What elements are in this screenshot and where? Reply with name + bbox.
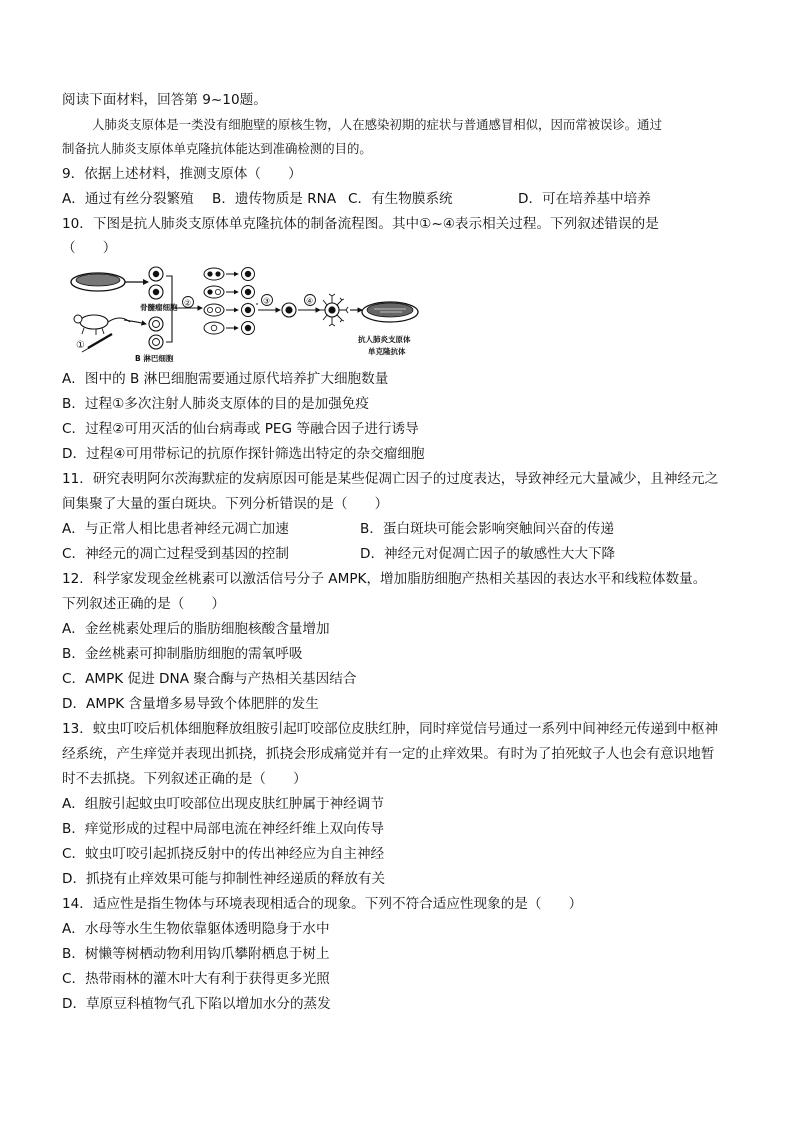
q13-stem-line-2: 经系统，产生痒觉并表现出抓挠，抓挠会形成痛觉并有一定的止痒效果。有时为了拍死蚊子人也会有意识地暂: [62, 746, 715, 762]
antibody-secreting-cell-icon: [318, 294, 348, 326]
q10-option-d: D．过程④可用带标记的抗原作探针筛选出特定的杂交瘤细胞: [62, 446, 425, 462]
q14-option-b: B．树懒等树栖动物利用钩爪攀附栖息于树上: [62, 946, 330, 962]
reading-intro: 阅读下面材料，回答第 9~10题。: [62, 92, 267, 108]
q12-stem-line-2: 下列叙述正确的是（ ）: [62, 596, 226, 612]
q14-option-c: C．热带雨林的灌木叶大有利于获得更多光照: [62, 971, 330, 987]
q11-option-d: D．神经元对促凋亡因子的敏感性大大下降: [360, 546, 616, 562]
q12-option-c: C．AMPK 促进 DNA 聚合酶与产热相关基因结合: [62, 671, 357, 687]
q11-stem-line-1: 11．研究表明阿尔茨海默症的发病原因可能是某些促凋亡因子的过度表达，导致神经元大量减少，且神经元之: [62, 471, 719, 487]
selected-cells-icon: [242, 268, 255, 335]
q9-options-row: [62, 190, 651, 208]
q14-option-d: D．草原豆科植物气孔下陷以增加水分的蒸发: [62, 996, 331, 1012]
step-4-label: ④: [306, 296, 314, 306]
q13-option-a: A．组胺引起蚊虫叮咬部位出现皮肤红肿属于神经调节: [62, 796, 384, 812]
q14-option-a: A．水母等水生生物依靠躯体透明隐身于水中: [62, 921, 330, 937]
q9-option-a: A．通过有丝分裂繁殖: [62, 191, 194, 207]
q9-option-c: C．有生物膜系统: [348, 191, 453, 207]
passage-line-2: 制备抗人肺炎支原体单克隆抗体能达到准确检测的目的。: [62, 141, 372, 156]
myeloma-label: 骨髓瘤细胞: [140, 303, 178, 312]
culture-dish-icon: [71, 273, 125, 291]
fused-cells-icon: [204, 268, 224, 334]
q11-option-b: B．蛋白斑块可能会影响突触间兴奋的传递: [360, 521, 615, 537]
q13-option-d: D．抓挠有止痒效果可能与抑制性神经递质的释放有关: [62, 871, 386, 887]
q13-stem-line-3: 时不去抓挠。下列叙述正确的是（ ）: [62, 771, 307, 787]
q9-option-d: D．可在培养基中培养: [518, 191, 651, 207]
step-3-label: ③: [263, 296, 271, 306]
q12-option-a: A．金丝桃素处理后的脂肪细胞核酸含量增加: [62, 621, 330, 637]
q9-option-b: B．遗传物质是 RNA: [212, 191, 337, 207]
b-cell-icon: [149, 317, 163, 349]
q9-stem: 9．依据上述材料，推测支原体（ ）: [62, 166, 302, 182]
q10-option-c: C．过程②可用灭活的仙台病毒或 PEG 等融合因子进行诱导: [62, 421, 419, 437]
q13-stem-line-1: 13．蚊虫叮咬后机体细胞释放组胺引起叮咬部位皮肤红肿，同时痒觉信号通过一系列中间神经元传递到中枢神: [62, 721, 719, 737]
syringe-icon: [82, 334, 112, 352]
q11-option-a: A．与正常人相比患者神经元凋亡加速: [62, 521, 289, 537]
q10-stem-line-1: 10．下图是抗人肺炎支原体单克隆抗体的制备流程图。其中①~④表示相关过程。下列叙述错误的是: [62, 216, 659, 232]
product-dish-icon: [362, 302, 418, 322]
q14-stem: 14．适应性是指生物体与环境表现相适合的现象。下列不符合适应性现象的是（ ）: [62, 896, 583, 912]
hybridoma-cell-icon: [282, 303, 296, 317]
q10-option-b: B．过程①多次注射人肺炎支原体的目的是加强免疫: [62, 396, 369, 412]
mouse-icon: [74, 315, 130, 335]
q13-option-b: B．痒觉形成的过程中局部电流在神经纤维上双向传导: [62, 821, 384, 837]
product-label-1: 抗人肺炎支原体: [358, 335, 411, 344]
q11-stem-line-2: 间集聚了大量的蛋白斑块。下列分析错误的是（ ）: [62, 496, 389, 512]
step-1-label: ①: [76, 340, 85, 351]
passage-line-1: 人肺炎支原体是一类没有细胞壁的原核生物，人在感染初期的症状与普通感冒相似，因而常被误诊。通过: [92, 117, 662, 132]
q10-stem-line-2: （ ）: [62, 240, 117, 256]
antibody-flow-diagram: [62, 262, 422, 366]
step-2-label: ②: [184, 298, 192, 308]
q12-option-d: D．AMPK 含量增多易导致个体肥胖的发生: [62, 696, 319, 712]
q12-option-b: B．金丝桃素可抑制脂肪细胞的需氧呼吸: [62, 646, 303, 662]
myeloma-cell-icon: [149, 267, 163, 299]
q12-stem-line-1: 12．科学家发现金丝桃素可以激活信号分子 AMPK，增加脂肪细胞产热相关基因的表达水平和线粒体数量。: [62, 571, 707, 587]
q13-option-c: C．蚊虫叮咬引起抓挠反射中的传出神经应为自主神经: [62, 846, 385, 862]
product-label-2: 单克隆抗体: [368, 347, 406, 356]
q10-option-a: A．图中的 B 淋巴细胞需要通过原代培养扩大细胞数量: [62, 371, 389, 387]
b-cell-label: B 淋巴细胞: [135, 354, 174, 363]
q11-option-c: C．神经元的凋亡过程受到基因的控制: [62, 546, 289, 562]
